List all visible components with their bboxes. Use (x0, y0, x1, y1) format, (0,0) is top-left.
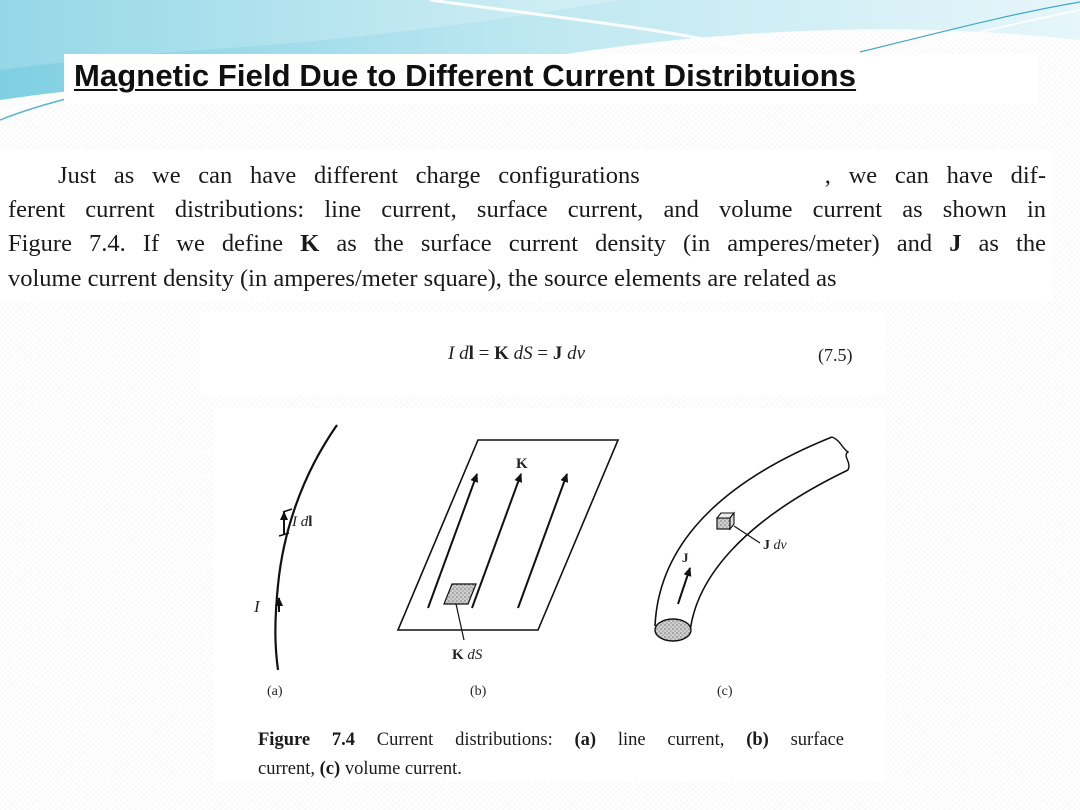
panel-b-surface-current (398, 440, 618, 699)
label-K-dS: K dS (452, 647, 483, 663)
label-K: K (516, 456, 528, 472)
caption-line-1: Figure 7.4 Current distributions: (a) line current, (b) surface (258, 730, 844, 750)
surface-arrow-2-icon (472, 474, 521, 608)
paragraph-line-1-text-b: , we can have dif- (824, 162, 1046, 189)
symbol-J: J (949, 230, 962, 257)
volume-arrow-icon (678, 568, 690, 604)
paragraph-line-3-text-c: as the surface current density (in amperes/meter) and (319, 230, 950, 257)
eq-d: d (459, 343, 469, 364)
panel-a-label: (a) (267, 684, 283, 699)
equation-7-5 (448, 343, 585, 365)
eq-l: l (468, 343, 474, 364)
caption-figure-label: Figure 7.4 (258, 730, 355, 750)
eq-dS: dS (508, 343, 533, 364)
figure-caption (258, 726, 844, 784)
slide-title: Magnetic Field Due to Different Current Distribtuions (74, 58, 857, 93)
equation-number: (7.5) (818, 345, 853, 365)
paragraph-line-4-text: volume current density (in amperes/meter square), the source elements are related as (8, 265, 837, 292)
panel-c-volume-current (655, 437, 849, 699)
paragraph-line-1 (58, 162, 1046, 190)
eq-K: K (494, 343, 509, 364)
paragraph-line-2 (8, 196, 1046, 224)
paragraph-line-1-text-a: Just as we can have different charge configurations (58, 162, 640, 189)
symbol-K: K (300, 230, 320, 257)
caption-line-2: current, (c) volume current. (258, 759, 462, 779)
panel-c-label: (c) (717, 684, 733, 699)
paragraph-line-3-text-e: as the (961, 230, 1046, 257)
line-current-curve (275, 425, 337, 670)
eq-dv: dv (562, 343, 586, 364)
eq-J: J (552, 343, 563, 364)
figure-7-4-diagram (214, 408, 886, 718)
label-I: I (254, 597, 260, 616)
paragraph-line-3-text-a: Figure 7.4. If we define (8, 230, 301, 257)
paragraph-line-4 (8, 265, 1046, 293)
label-I-dl: I dl (292, 514, 313, 530)
eq-equals-1: = (473, 343, 495, 364)
label-J-dv: J dv (763, 538, 787, 553)
surface-arrow-3-icon (518, 474, 567, 608)
tube-cross-section (655, 619, 691, 641)
volume-element-dv (717, 513, 734, 529)
surface-element-dS (444, 584, 476, 604)
eq-equals-2: = (532, 343, 553, 364)
paragraph-line-2-text: ferent current distributions: line current, surface current, and volume current as shown in (8, 196, 1046, 223)
paragraph-line-3 (8, 230, 1046, 258)
panel-b-label: (b) (470, 684, 487, 699)
panel-a-line-current (253, 425, 337, 699)
tube-broken-end (832, 437, 849, 470)
eq-I: I (448, 343, 455, 364)
label-J: J (682, 550, 689, 565)
